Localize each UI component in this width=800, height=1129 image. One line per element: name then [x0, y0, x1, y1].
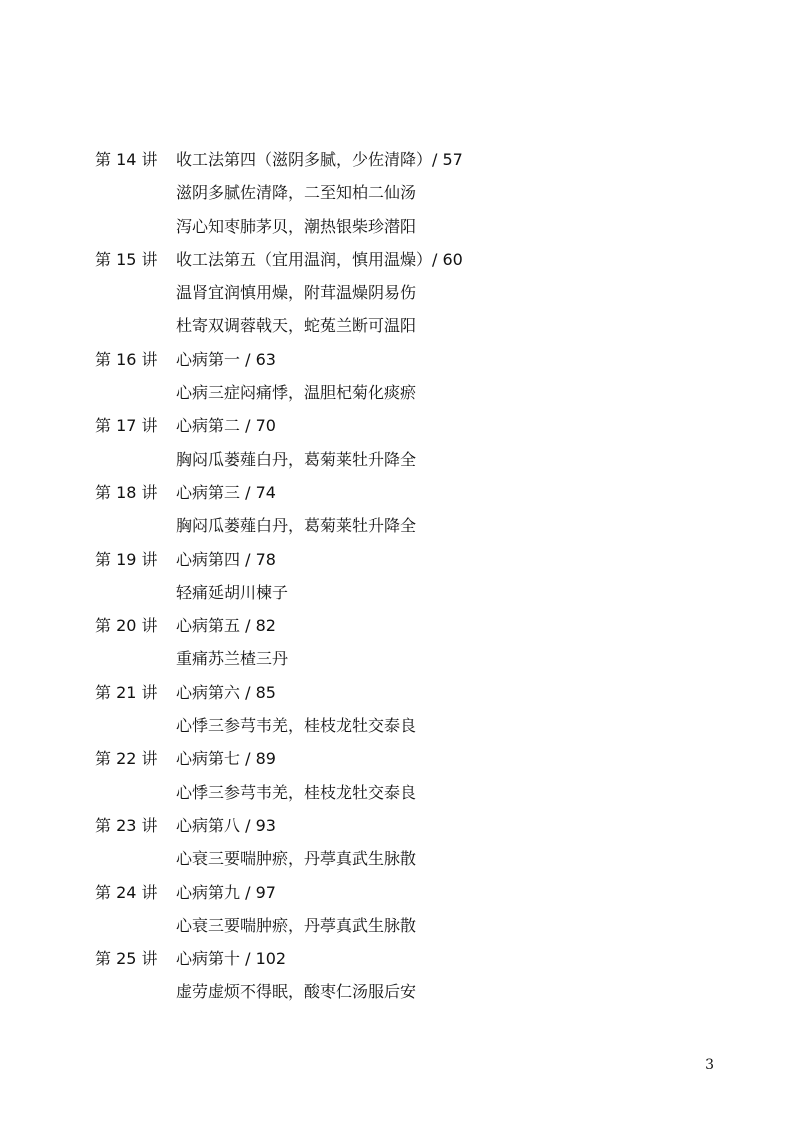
- lecture-number: 第 22 讲: [95, 749, 158, 769]
- lecture-title: 收工法第五（宜用温润，慎用温燥）/ 60: [176, 249, 463, 269]
- table-of-contents: [95, 143, 735, 1009]
- toc-heading-row: [95, 742, 735, 775]
- lecture-number: 第 18 讲: [95, 482, 158, 502]
- toc-heading-row: [95, 343, 735, 376]
- toc-entry-19: [95, 543, 735, 610]
- lecture-number: 第 21 讲: [95, 682, 158, 702]
- toc-entry-24: [95, 876, 735, 943]
- lecture-title: 心病第五 / 82: [176, 616, 276, 636]
- lecture-number: 第 15 讲: [95, 249, 158, 269]
- lecture-number: 第 17 讲: [95, 416, 158, 436]
- toc-subline: 温肾宜润慎用燥，附茸温燥阴易伤: [176, 283, 417, 303]
- toc-subline: 心悸三参芎韦羌，桂枝龙牡交泰良: [176, 782, 417, 802]
- toc-heading-row: [95, 676, 735, 709]
- toc-subline: 心悸三参芎韦羌，桂枝龙牡交泰良: [176, 716, 417, 736]
- toc-entry-22: [95, 742, 735, 809]
- page-number: 3: [705, 1057, 714, 1073]
- toc-subline: 轻痛延胡川楝子: [176, 582, 289, 602]
- lecture-title: 心病第六 / 85: [176, 682, 276, 702]
- lecture-title: 心病第四 / 78: [176, 549, 276, 569]
- lecture-title: 心病第八 / 93: [176, 815, 276, 835]
- toc-entry-16: [95, 343, 735, 410]
- toc-entry-17: [95, 409, 735, 476]
- lecture-title: 心病第七 / 89: [176, 749, 276, 769]
- lecture-title: 心病第三 / 74: [176, 482, 276, 502]
- toc-subline: 滋阴多腻佐清降，二至知柏二仙汤: [176, 183, 417, 203]
- lecture-title: 心病第二 / 70: [176, 416, 276, 436]
- toc-entry-20: [95, 609, 735, 676]
- lecture-title: 心病第九 / 97: [176, 882, 276, 902]
- toc-heading-row: [95, 942, 735, 975]
- toc-heading-row: [95, 409, 735, 442]
- toc-subline: 心病三症闷痛悸，温胆杞菊化痰瘀: [176, 383, 417, 403]
- toc-entry-15: [95, 243, 735, 343]
- toc-heading-row: [95, 143, 735, 176]
- lecture-number: 第 25 讲: [95, 949, 158, 969]
- toc-heading-row: [95, 609, 735, 642]
- toc-subline: 虚劳虚烦不得眠，酸枣仁汤服后安: [176, 982, 417, 1002]
- toc-subline: 心衰三要喘肿瘀，丹葶真武生脉散: [176, 915, 417, 935]
- toc-heading-row: [95, 543, 735, 576]
- lecture-title: 收工法第四（滋阴多腻，少佐清降）/ 57: [176, 150, 463, 169]
- lecture-number: 第 24 讲: [95, 882, 158, 902]
- lecture-number: 第 23 讲: [95, 815, 158, 835]
- toc-heading-row: [95, 876, 735, 909]
- toc-entry-18: [95, 476, 735, 543]
- lecture-number: 第 20 讲: [95, 616, 158, 636]
- toc-entry-25: [95, 942, 735, 1009]
- toc-entry-23: [95, 809, 735, 876]
- toc-entry-21: [95, 676, 735, 743]
- toc-subline: 胸闷瓜蒌薤白丹，葛菊莱牡升降全: [176, 516, 417, 536]
- toc-subline: 泻心知枣肺茅贝，潮热银柴珍潜阳: [176, 216, 417, 236]
- toc-heading-row: [95, 476, 735, 509]
- lecture-title: 心病第一 / 63: [176, 349, 276, 369]
- lecture-title: 心病第十 / 102: [176, 949, 287, 969]
- lecture-number: 第 14 讲: [95, 150, 158, 169]
- toc-heading-row: [95, 809, 735, 842]
- toc-subline: 心衰三要喘肿瘀，丹葶真武生脉散: [176, 849, 417, 869]
- toc-subline: 杜寄双调蓉戟天，蛇菟兰断可温阳: [176, 316, 417, 336]
- lecture-number: 第 19 讲: [95, 549, 158, 569]
- toc-entry-14: [95, 143, 735, 243]
- lecture-number: 第 16 讲: [95, 349, 158, 369]
- toc-heading-row: [95, 243, 735, 276]
- toc-subline: 胸闷瓜蒌薤白丹，葛菊莱牡升降全: [176, 449, 417, 469]
- toc-subline: 重痛苏兰楂三丹: [176, 649, 289, 669]
